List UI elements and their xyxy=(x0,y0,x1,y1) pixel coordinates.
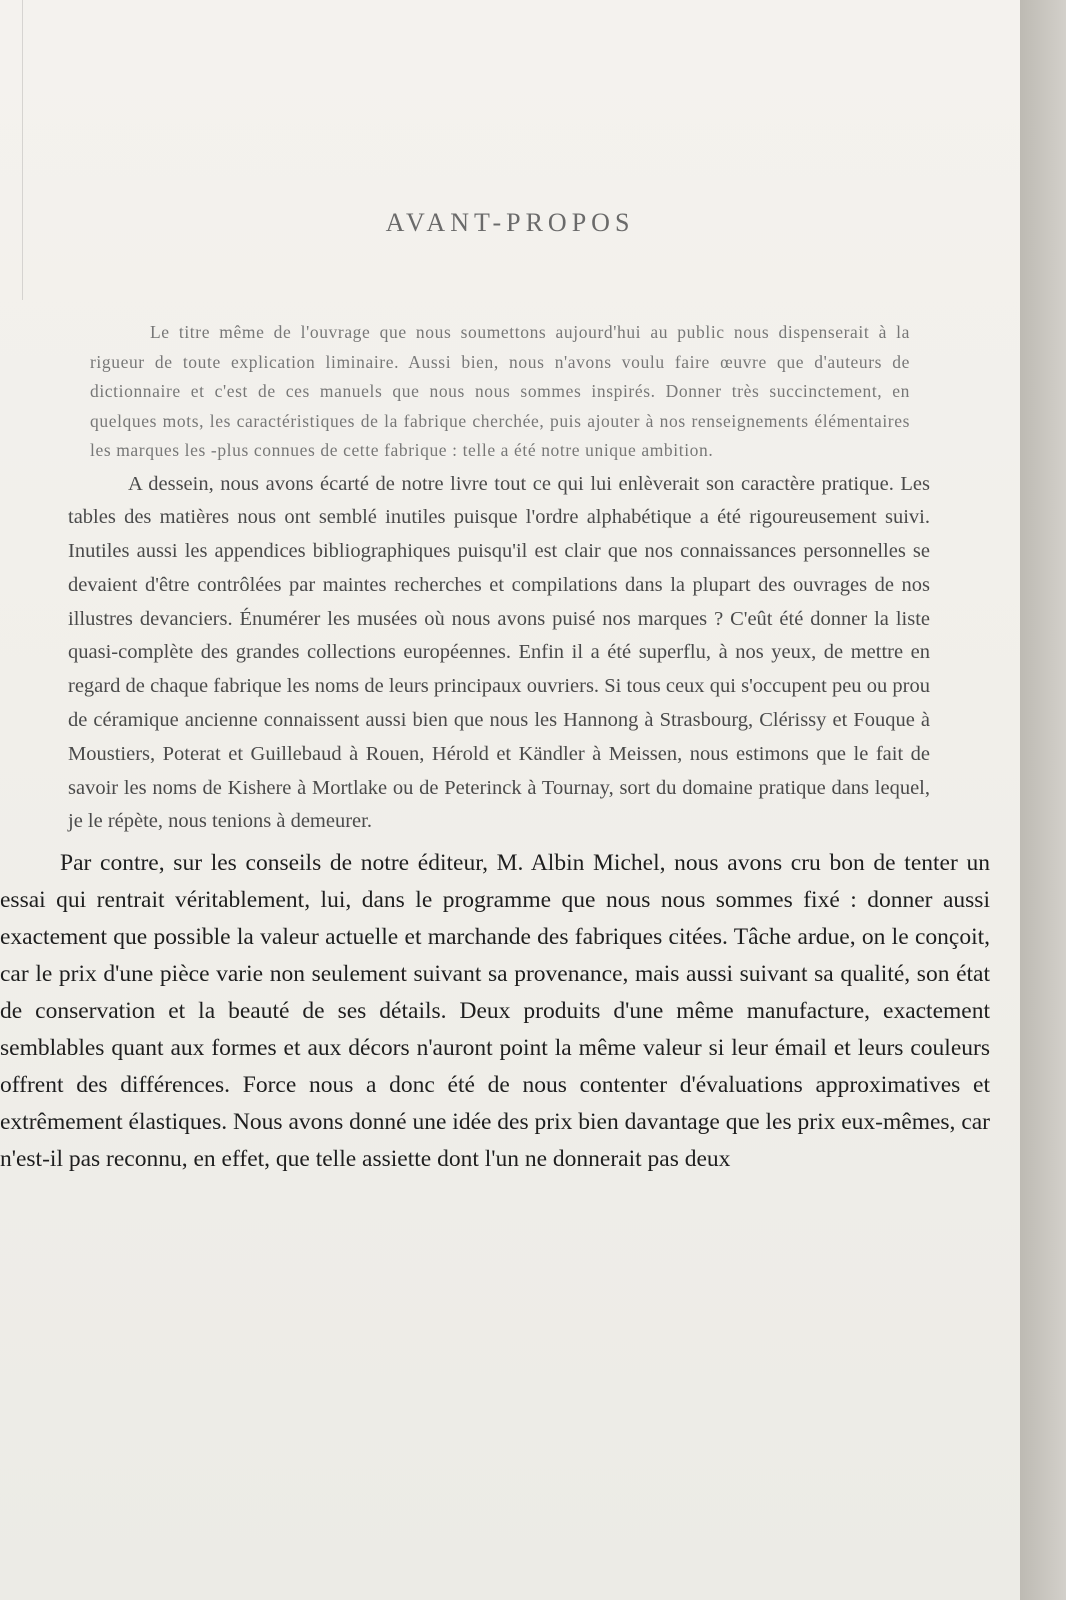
background-edge xyxy=(1020,0,1066,1600)
page-fold-line xyxy=(22,0,23,300)
paragraph-2: A dessein, nous avons écarté de notre livre tout ce qui lui enlèverait son caractère pratique. Les tables des matières nous ont semblé inutiles puisque l'ordre alphabétique a été rigoureusement suivi. Inutiles aussi les appendices bibliographiques puisqu'il est clair que nos connaissances personnelles se devaient d'être contrôlées par maintes recherches et compilations dans la plupart des ouvrages de nos illustres devanciers. Énumérer les musées où nous avons puisé nos marques ? C'eût été donner la liste quasi-complète des grandes collections européennes. Enfin il a été superflu, à nos yeux, de mettre en regard de chaque fabrique les noms de leurs principaux ouvriers. Si tous ceux qui s'occupent peu ou prou de céramique ancienne connaissent aussi bien que nous les Hannong à Strasbourg, Clérissy et Fouque à Moustiers, Poterat et Guillebaud à Rouen, Hérold et Kändler à Meissen, nous estimons que le fait de savoir les noms de Kishere à Mortlake ou de Peterinck à Tournay, sort du domaine pratique dans lequel, je le répète, nous tenions à demeurer. xyxy=(68,472,930,833)
paragraph-3: Par contre, sur les conseils de notre éditeur, M. Albin Michel, nous avons cru bon de tenter un essai qui rentrait véritablement, lui, dans le programme que nous nous sommes fixé : donner aussi exactement que possible la valeur actuelle et marchande des fabriques citées. Tâche ardue, on le conçoit, car le prix d'une pièce varie non seulement suivant sa provenance, mais aussi suivant sa qualité, son état de conservation et la beauté de ses détails. Deux produits d'une même manufacture, exactement semblables quant aux formes et aux décors n'auront point la même valeur si leur émail et leurs couleurs offrent des différences. Force nous a donc été de nous contenter d'évaluations approximatives et extrêmement élastiques. Nous avons donné une idée des prix bien davantage que les prix eux-mêmes, car n'est-il pas reconnu, en effet, que telle assiette dont l'un ne donnerait pas deux xyxy=(0,850,990,1173)
paragraph-1: Le titre même de l'ouvrage que nous soumettons aujourd'hui au public nous dispenserait à la rigueur de toute explication liminaire. Aussi bien, nous n'avons voulu faire œuvre que d'auteurs de dictionnaire et c'est de ces manuels que nous nous sommes inspirés. Donner très succinctement, en quelques mots, les caractéristiques de la fabrique cherchée, puis ajouter à nos renseignements élémentaires les marques les -plus connues de cette fabrique : telle a été notre unique ambition. xyxy=(90,322,910,460)
page-title: AVANT-PROPOS xyxy=(385,208,635,237)
page-body xyxy=(0,318,990,1178)
